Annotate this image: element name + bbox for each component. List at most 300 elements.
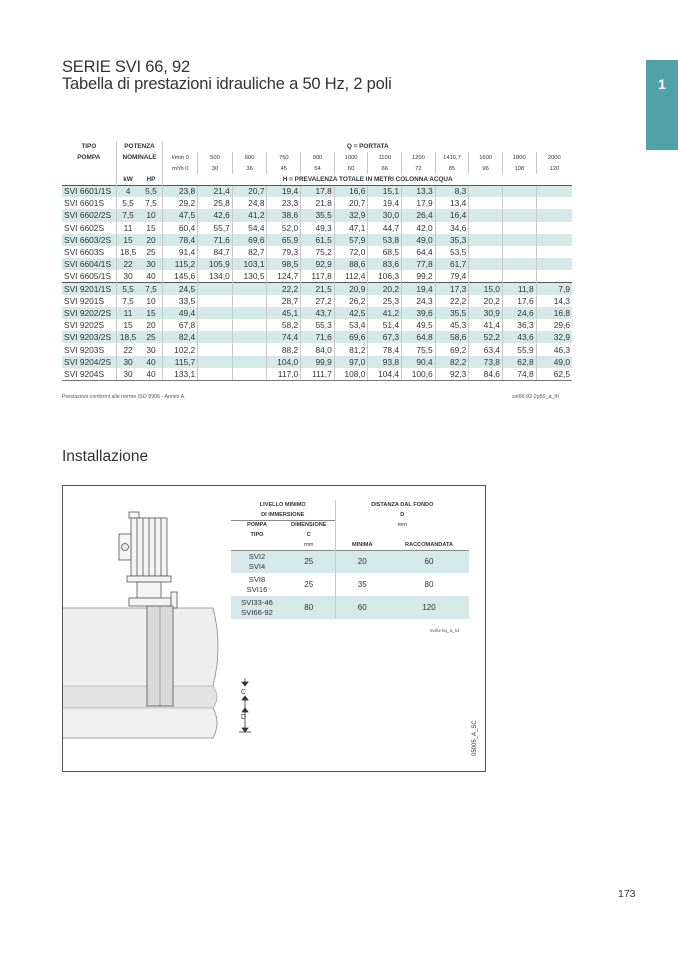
- header-potenza: POTENZA: [116, 141, 163, 152]
- imm-h-livello: LIVELLO MINIMO: [259, 502, 306, 508]
- table-code: svi66-92-2p50_a_th: [512, 394, 559, 400]
- table-row: [62, 270, 572, 282]
- head-value: [536, 246, 572, 258]
- header-nominale: NOMINALE: [116, 152, 163, 163]
- flow-m3h-header: 45: [267, 163, 301, 174]
- pump-model: SVI 6603/2S: [62, 234, 116, 246]
- head-value: 15,1: [368, 185, 402, 197]
- head-value: 51,4: [368, 319, 402, 331]
- immersion-table-code: svi/ix-liq_a_td: [430, 629, 460, 634]
- head-value: 92,3: [435, 368, 469, 380]
- power-kw: 15: [116, 319, 139, 331]
- head-value: [232, 343, 267, 355]
- flow-lmin-header: 900: [301, 152, 335, 163]
- head-value: 20,2: [368, 283, 402, 295]
- header-tipo: TIPO: [81, 143, 97, 150]
- head-value: 84,6: [469, 368, 503, 380]
- power-hp: 10: [140, 209, 163, 221]
- head-value: 103,1: [232, 258, 267, 270]
- imm-min: 60: [335, 596, 389, 619]
- head-value: 145,6: [163, 270, 198, 282]
- installation-figure: [62, 485, 486, 772]
- head-value: 43,7: [301, 307, 335, 319]
- head-value: 41,2: [368, 307, 402, 319]
- pump-model: SVI 9202S: [64, 320, 105, 331]
- flow-lmin-header: 1100: [368, 152, 402, 163]
- head-value: 111,7: [301, 368, 335, 380]
- head-value: 28,7: [267, 295, 301, 307]
- head-value: 83,6: [368, 258, 402, 270]
- flow-lmin-header: 1000: [334, 152, 368, 163]
- page-title: SERIE SVI 66, 92: [62, 58, 190, 76]
- head-value: [536, 258, 572, 270]
- head-value: 21,5: [301, 283, 335, 295]
- flow-lmin-header: 2000: [536, 152, 572, 163]
- head-value: 55,9: [502, 343, 536, 355]
- head-value: 16,8: [536, 307, 572, 319]
- imm-h-raccomandata: RACCOMANDATA: [405, 541, 453, 548]
- head-value: 78,4: [163, 234, 198, 246]
- head-value: 68,5: [368, 246, 402, 258]
- head-value: 39,6: [402, 307, 436, 319]
- head-value: 17,9: [402, 197, 436, 209]
- power-hp: 40: [146, 271, 156, 282]
- head-value: 16,4: [435, 209, 469, 221]
- head-value: 69,2: [435, 343, 469, 355]
- head-value: 84,7: [198, 246, 233, 258]
- head-value: 99,9: [301, 356, 335, 368]
- pump-model: SVI 6601/1S: [62, 185, 116, 197]
- head-value: [536, 270, 572, 282]
- tank-lower-band: [63, 708, 213, 738]
- pump-model: SVI 9201S: [64, 295, 105, 306]
- head-value: 77,8: [402, 258, 436, 270]
- flow-lmin-header: 600: [232, 152, 267, 163]
- unit-lmin: l/min 0: [163, 152, 198, 163]
- power-kw: 11: [116, 222, 139, 234]
- pump-model: SVI 6605/1S: [64, 271, 112, 282]
- table-row: [62, 283, 572, 295]
- head-value: 49,4: [163, 307, 198, 319]
- head-value: [232, 295, 267, 307]
- head-value: 55,7: [198, 222, 233, 234]
- table-row: [62, 185, 572, 197]
- head-value: 42,6: [198, 209, 233, 221]
- power-hp: 20: [146, 320, 156, 331]
- header-pompa: POMPA: [77, 154, 101, 161]
- pump-model: SVI 6602/2S: [62, 209, 116, 221]
- head-value: 23,3: [267, 197, 301, 209]
- head-value: 63,4: [469, 343, 503, 355]
- power-kw: 18,5: [116, 246, 139, 258]
- head-value: 60,4: [163, 222, 198, 234]
- head-value: 24,5: [163, 283, 198, 295]
- head-value: 8,3: [435, 185, 469, 197]
- imm-pump-type: SVI33-46 SVI66-92: [231, 596, 283, 619]
- head-value: 69,6: [334, 331, 368, 343]
- head-value: 32,9: [536, 331, 572, 343]
- pump-head: [129, 582, 177, 608]
- head-value: 93,8: [368, 356, 402, 368]
- header-row-1: [62, 141, 572, 152]
- pump-model: SVI 9202/2S: [62, 307, 116, 319]
- imm-h-pompa: POMPA: [231, 520, 283, 530]
- flow-m3h-header: 54: [301, 163, 335, 174]
- head-value: [232, 368, 267, 380]
- head-value: 75,5: [402, 343, 436, 355]
- head-value: [502, 234, 536, 246]
- power-hp: 40: [140, 368, 163, 380]
- head-value: 115,2: [163, 258, 198, 270]
- head-value: 69,6: [232, 234, 267, 246]
- head-value: 30,0: [368, 209, 402, 221]
- table-row: [62, 356, 572, 368]
- head-value: 82,4: [163, 331, 198, 343]
- head-value: 65,9: [267, 234, 301, 246]
- table-note: Prestazioni conformi alle norme ISO 9906 - Annex A.: [62, 394, 186, 400]
- head-value: 64,8: [402, 331, 436, 343]
- head-value: 84,0: [301, 343, 335, 355]
- head-value: [469, 209, 503, 221]
- table-row: [62, 197, 572, 209]
- head-value: 52,2: [469, 331, 503, 343]
- motor: [119, 512, 171, 582]
- head-value: [469, 258, 503, 270]
- table-row: [62, 222, 572, 234]
- head-value: 19,4: [402, 283, 436, 295]
- head-value: 74,8: [502, 368, 536, 380]
- flow-m3h-header: 36: [232, 163, 267, 174]
- pump-model: SVI 6602S: [64, 222, 105, 233]
- flow-lmin-header: 1416,7: [435, 152, 469, 163]
- head-value: [502, 258, 536, 270]
- immersion-table: [231, 500, 469, 619]
- table-row: [62, 343, 572, 355]
- head-value: 91,4: [163, 246, 198, 258]
- table-row: [231, 550, 469, 573]
- head-value: [502, 270, 536, 282]
- head-value: [232, 331, 267, 343]
- head-value: [536, 222, 572, 234]
- power-hp: 20: [140, 234, 163, 246]
- head-value: 112,4: [334, 270, 368, 282]
- head-value: 62,5: [536, 368, 572, 380]
- pump-model: SVI 6601S: [64, 198, 105, 209]
- power-kw: 15: [116, 234, 139, 246]
- head-value: 67,3: [368, 331, 402, 343]
- pump-model: SVI 6604/1S: [62, 258, 116, 270]
- flow-lmin-header: 1200: [402, 152, 436, 163]
- head-value: 75,2: [301, 246, 335, 258]
- head-value: 54,4: [232, 222, 267, 234]
- head-value: 36,3: [502, 319, 536, 331]
- head-value: 25,3: [368, 295, 402, 307]
- head-value: [198, 307, 233, 319]
- head-value: 45,3: [435, 319, 469, 331]
- head-value: 35,5: [435, 307, 469, 319]
- head-value: 32,9: [334, 209, 368, 221]
- table-row: [62, 368, 572, 380]
- head-value: 108,0: [334, 368, 368, 380]
- table-row: [62, 209, 572, 221]
- head-value: 29,6: [536, 319, 572, 331]
- head-value: [469, 222, 503, 234]
- head-value: 42,0: [402, 222, 436, 234]
- power-hp: 40: [140, 356, 163, 368]
- head-value: [232, 319, 267, 331]
- flow-m3h-header: 108: [502, 163, 536, 174]
- pump-model: SVI 9204S: [62, 368, 116, 380]
- power-kw: 11: [116, 307, 139, 319]
- head-value: [198, 343, 233, 355]
- head-value: [198, 356, 233, 368]
- head-value: 67,8: [163, 319, 198, 331]
- head-value: 88,2: [267, 343, 301, 355]
- power-kw: 7,5: [116, 209, 139, 221]
- power-hp: 5,5: [140, 185, 163, 197]
- head-value: 97,0: [334, 356, 368, 368]
- power-hp: 7,5: [140, 283, 163, 295]
- imm-c: 25: [304, 580, 314, 589]
- tank-upper-band: [63, 608, 213, 686]
- pump-model: SVI 9201/1S: [62, 283, 116, 295]
- head-value: 64,4: [402, 246, 436, 258]
- head-value: 81,2: [334, 343, 368, 355]
- head-value: 72,0: [334, 246, 368, 258]
- power-kw: 22: [116, 343, 139, 355]
- head-value: [198, 283, 233, 295]
- head-value: 19,4: [368, 197, 402, 209]
- head-value: 117,8: [301, 270, 335, 282]
- head-value: 24,8: [232, 197, 267, 209]
- head-value: 35,3: [435, 234, 469, 246]
- power-kw: 22: [116, 258, 139, 270]
- power-hp: 10: [146, 295, 156, 306]
- imm-c: 80: [283, 596, 335, 619]
- head-value: 46,3: [536, 343, 572, 355]
- flow-m3h-header: 72: [402, 163, 436, 174]
- page-subtitle: Tabella di prestazioni idrauliche a 50 Hz, 2 poli: [62, 75, 392, 93]
- power-kw: 30: [116, 368, 139, 380]
- head-value: 47,1: [334, 222, 368, 234]
- imm-h-immersione: DI IMMERSIONE: [261, 511, 305, 518]
- header-row-units: [62, 174, 572, 185]
- table-row: [62, 246, 572, 258]
- head-value: 44,7: [368, 222, 402, 234]
- imm-h-distanza: DISTANZA DAL FONDO: [335, 500, 469, 510]
- header-hp: HP: [146, 175, 156, 183]
- head-value: 34,6: [435, 222, 469, 234]
- head-value: [536, 197, 572, 209]
- head-value: 115,7: [163, 356, 198, 368]
- page-number: 173: [618, 888, 636, 900]
- head-value: 105,9: [198, 258, 233, 270]
- header-row-m3h: [62, 163, 572, 174]
- head-value: 71,6: [301, 331, 335, 343]
- head-value: 30,9: [469, 307, 503, 319]
- head-value: 53,4: [334, 319, 368, 331]
- imm-pump-type: SVI2 SVI4: [231, 550, 283, 573]
- head-value: [198, 295, 233, 307]
- head-value: 11,8: [502, 283, 536, 295]
- table-row: [62, 307, 572, 319]
- imm-h-d: D: [335, 510, 469, 520]
- imm-min: 20: [335, 550, 389, 573]
- power-kw: 18,5: [116, 331, 139, 343]
- head-value: 20,7: [232, 185, 267, 197]
- flow-m3h-header: 66: [368, 163, 402, 174]
- header-kw: kW: [116, 174, 139, 185]
- flow-m3h-header: 60: [334, 163, 368, 174]
- head-value: 13,4: [435, 197, 469, 209]
- installation-title: Installazione: [62, 448, 149, 465]
- imm-h-minima: MINIMA: [335, 540, 389, 550]
- head-value: 73,8: [469, 356, 503, 368]
- power-hp: 7,5: [145, 198, 157, 209]
- head-value: 19,4: [267, 185, 301, 197]
- label-d: D: [241, 714, 247, 721]
- head-value: 27,2: [301, 295, 335, 307]
- head-value: 26,2: [334, 295, 368, 307]
- flow-lmin-header: 500: [198, 152, 233, 163]
- head-value: [469, 234, 503, 246]
- head-value: 17,8: [301, 185, 335, 197]
- head-value: [502, 197, 536, 209]
- head-value: [469, 197, 503, 209]
- head-value: 13,3: [402, 185, 436, 197]
- pump-model: SVI 9204/2S: [62, 356, 116, 368]
- head-value: [198, 368, 233, 380]
- performance-table: [62, 141, 572, 381]
- head-value: 23,8: [163, 185, 198, 197]
- head-value: 79,4: [435, 270, 469, 282]
- flow-lmin-header: 750: [267, 152, 301, 163]
- imm-h-mm-top: mm: [335, 520, 469, 530]
- imm-pump-type: SVI8 SVI16: [246, 574, 268, 594]
- head-value: 49,0: [536, 356, 572, 368]
- pump-model: SVI 9203S: [64, 344, 105, 355]
- head-value: 92,9: [301, 258, 335, 270]
- head-value: 99,2: [402, 270, 436, 282]
- head-value: 38,6: [267, 209, 301, 221]
- power-hp: 30: [146, 344, 156, 355]
- head-value: 57,9: [334, 234, 368, 246]
- head-value: 22,2: [435, 295, 469, 307]
- head-value: [502, 209, 536, 221]
- head-value: 7,9: [536, 283, 572, 295]
- head-value: 104,4: [368, 368, 402, 380]
- head-value: 90,4: [402, 356, 436, 368]
- head-value: [502, 246, 536, 258]
- head-value: 117,0: [267, 368, 301, 380]
- power-kw: 30: [116, 356, 139, 368]
- head-value: 74,4: [267, 331, 301, 343]
- tank-water-band: [63, 686, 213, 708]
- head-value: 62,8: [502, 356, 536, 368]
- head-value: 79,3: [267, 246, 301, 258]
- power-kw: 30: [116, 270, 139, 282]
- head-value: 52,0: [267, 222, 301, 234]
- head-value: 53,5: [435, 246, 469, 258]
- head-value: 20,2: [469, 295, 503, 307]
- head-value: [232, 356, 267, 368]
- head-value: 78,4: [368, 343, 402, 355]
- head-value: 22,2: [267, 283, 301, 295]
- head-value: 134,0: [198, 270, 233, 282]
- head-value: 35,5: [301, 209, 335, 221]
- table-row: [231, 596, 469, 619]
- power-hp: 25: [146, 247, 156, 258]
- chapter-tab: [646, 60, 678, 150]
- head-value: 42,5: [334, 307, 368, 319]
- power-hp: 15: [140, 307, 163, 319]
- head-value: 25,8: [198, 197, 233, 209]
- head-value: 43,6: [502, 331, 536, 343]
- unit-m3h: m³/h 0: [163, 163, 198, 174]
- imm-h-c: C: [306, 532, 311, 538]
- pump-model: SVI 9203/2S: [62, 331, 116, 343]
- head-value: 98,5: [267, 258, 301, 270]
- head-value: 58,6: [435, 331, 469, 343]
- head-value: [198, 331, 233, 343]
- head-value: 124,7: [267, 270, 301, 282]
- imm-h-mm: mm: [304, 541, 314, 548]
- head-value: 71,6: [198, 234, 233, 246]
- head-value: 130,5: [232, 270, 267, 282]
- head-value: 24,6: [502, 307, 536, 319]
- head-value: 24,3: [402, 295, 436, 307]
- power-kw: 7,5: [116, 295, 139, 307]
- flow-lmin-header: 1800: [502, 152, 536, 163]
- power-hp: 15: [146, 222, 156, 233]
- table-row: [62, 258, 572, 270]
- imm-c: 25: [283, 550, 335, 573]
- head-value: 16,6: [334, 185, 368, 197]
- head-value: 49,0: [402, 234, 436, 246]
- flow-m3h-header: 30: [198, 163, 233, 174]
- flow-lmin-header: 1600: [469, 152, 503, 163]
- imm-rec: 80: [424, 580, 434, 589]
- head-value: [198, 319, 233, 331]
- head-value: 26,4: [402, 209, 436, 221]
- table-row: [231, 573, 469, 596]
- header-flow: Q = PORTATA: [163, 141, 572, 152]
- head-value: [469, 246, 503, 258]
- head-value: 29,2: [163, 197, 198, 209]
- head-value: 41,4: [469, 319, 503, 331]
- pump-model: SVI 6603S: [64, 247, 105, 258]
- head-value: [469, 185, 503, 197]
- head-value: 20,7: [334, 197, 368, 209]
- head-value: 55,3: [301, 319, 335, 331]
- head-value: 49,5: [402, 319, 436, 331]
- header-head: H = PREVALENZA TOTALE IN METRI COLONNA ACQUA: [163, 174, 572, 185]
- head-value: 21,4: [198, 185, 233, 197]
- power-kw: 5,5: [116, 197, 139, 209]
- power-kw: 5,5: [116, 283, 139, 295]
- table-row: [62, 319, 572, 331]
- head-value: 17,6: [502, 295, 536, 307]
- head-value: 15,0: [469, 283, 503, 295]
- power-hp: 30: [140, 258, 163, 270]
- head-value: 47,5: [163, 209, 198, 221]
- head-value: 88,6: [334, 258, 368, 270]
- head-value: 61,7: [435, 258, 469, 270]
- flow-m3h-header: 120: [536, 163, 572, 174]
- head-value: [232, 283, 267, 295]
- head-value: [536, 185, 572, 197]
- head-value: [536, 209, 572, 221]
